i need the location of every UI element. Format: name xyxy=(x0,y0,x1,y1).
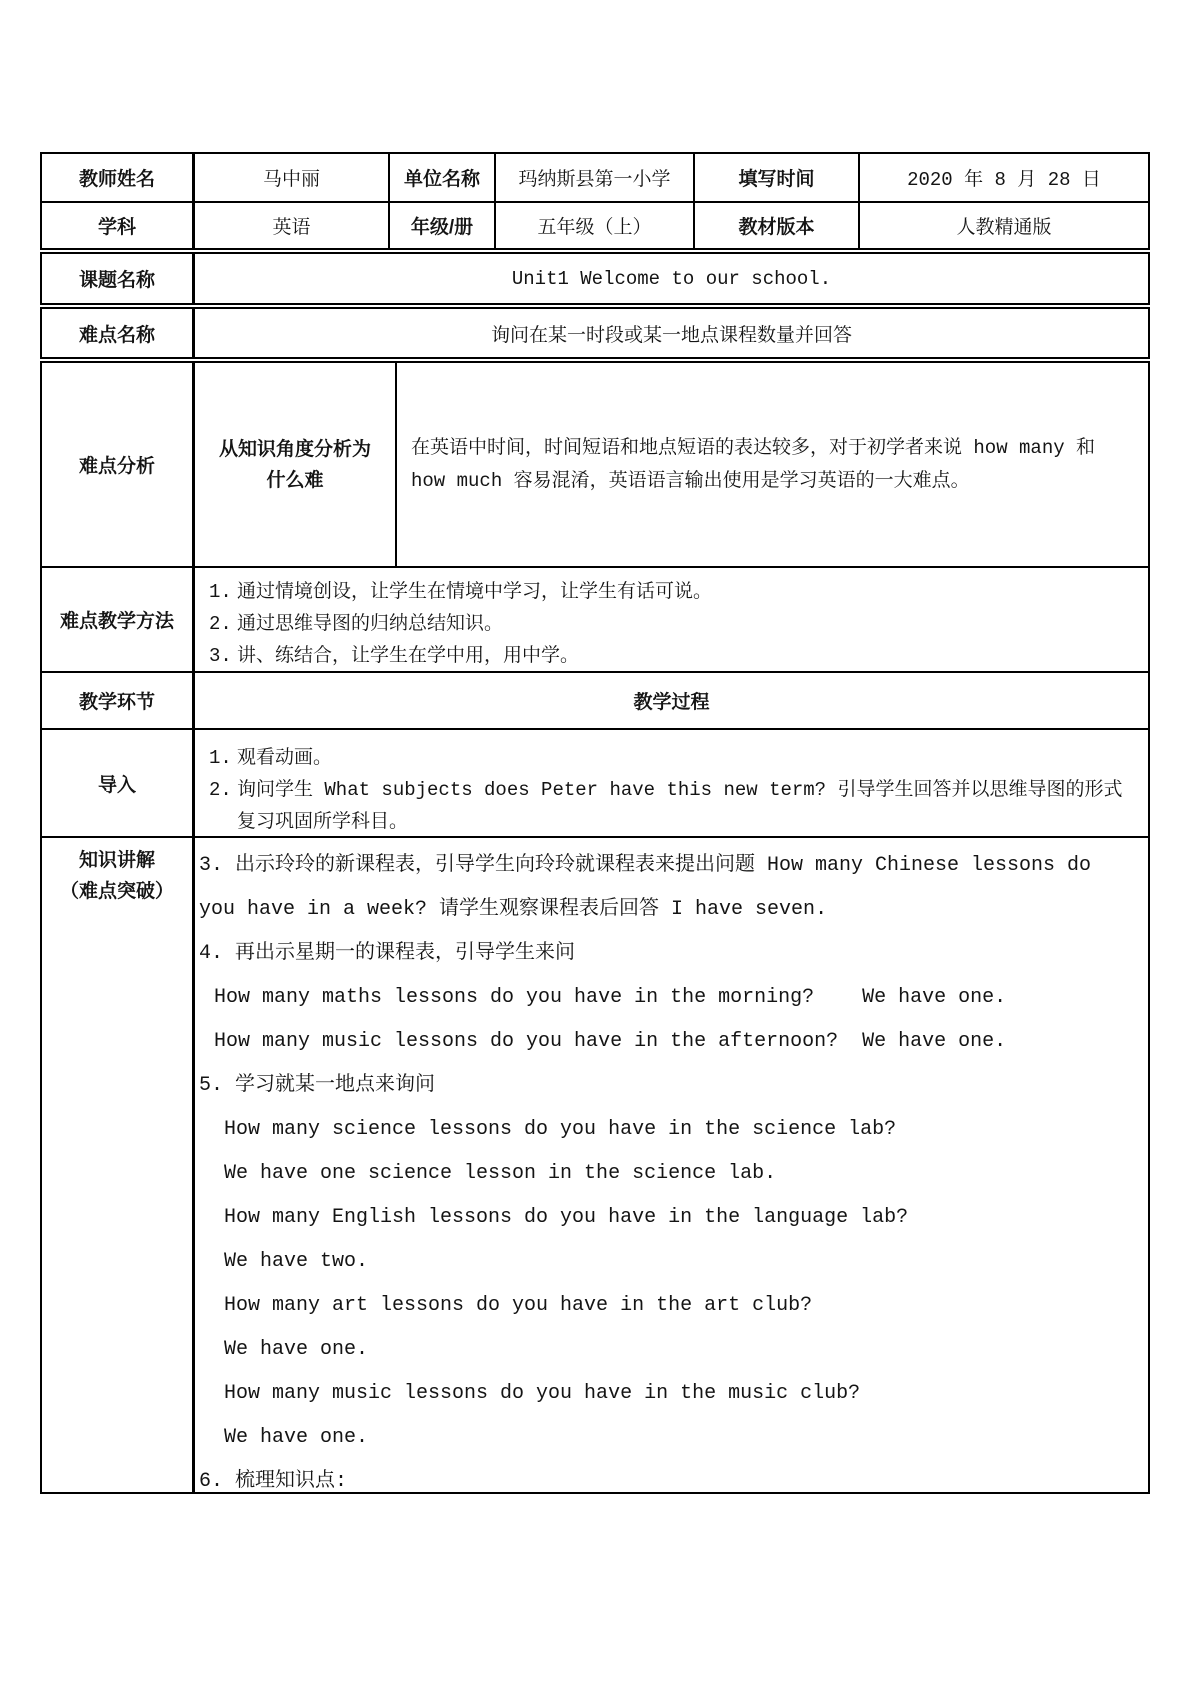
method-item-text: 通过情境创设，让学生在情境中学习，让学生有话可说。 xyxy=(237,581,713,603)
school-name-value: 玛纳斯县第一小学 xyxy=(494,154,693,201)
grade-volume-value: 五年级（上） xyxy=(494,201,693,248)
topic-label: 课题名称 xyxy=(78,270,155,291)
subject-label: 学科 xyxy=(42,201,192,248)
textbook-edition-label: 教材版本 xyxy=(693,201,858,248)
method-item xyxy=(201,608,1138,640)
teaching-step-line: How many music lessons do you have in the afternoon? We have one. xyxy=(214,1030,1007,1053)
school-name-label: 单位名称 xyxy=(388,154,494,201)
stage-label: 教学环节 xyxy=(42,671,192,728)
method-item-number: 3. xyxy=(209,645,232,667)
teaching-step-line: We have one science lesson in the science lab. xyxy=(224,1162,777,1185)
teaching-step-line: 5. 学习就某一地点来询问 xyxy=(199,1074,436,1097)
analysis-aspect: 从知识角度分析为什么难 xyxy=(192,363,395,566)
methods-label: 难点教学方法 xyxy=(42,566,192,671)
method-item-number: 1. xyxy=(209,581,232,603)
teaching-step-line: How many art lessons do you have in the art club? xyxy=(224,1294,813,1317)
process-header: 教学过程 xyxy=(192,671,1148,728)
teaching-step-line: How many music lessons do you have in the music club? xyxy=(224,1382,861,1405)
method-item-text: 讲、练结合，让学生在学中用，用中学。 xyxy=(237,645,580,667)
intro-list xyxy=(192,728,1148,836)
intro-item-text: 观看动画。 xyxy=(237,747,333,769)
methods-list xyxy=(192,566,1148,671)
info-table xyxy=(40,152,1150,250)
teaching-step-line: 3. 出示玲玲的新课程表，引导学生向玲玲就课程表来提出问题 How many Chinese lessons do xyxy=(199,854,1092,877)
method-item xyxy=(201,576,1138,608)
analysis-label: 难点分析 xyxy=(78,456,155,477)
method-item xyxy=(201,640,1138,671)
teaching-step-line: you have in a week? 请学生观察课程表后回答 I have seven. xyxy=(199,898,828,921)
teacher-name-label: 教师姓名 xyxy=(78,169,155,190)
knowledge-content xyxy=(192,836,1148,1492)
intro-item xyxy=(201,774,1138,836)
method-item-text: 通过思维导图的归纳总结知识。 xyxy=(237,613,504,635)
analysis-text: 在英语中时间，时间短语和地点短语的表达较多，对于初学者来说 how many 和 how much 容易混淆，英语语言输出使用是学习英语的一大难点。 xyxy=(395,363,1148,566)
difficulty-value: 询问在某一时段或某一地点课程数量并回答 xyxy=(192,309,1148,357)
knowledge-label xyxy=(42,836,192,1492)
teaching-step-line: 6. 梳理知识点: xyxy=(199,1470,348,1492)
teaching-step-line: We have two. xyxy=(224,1250,369,1273)
topic-value: Unit1 Welcome to our school. xyxy=(192,254,1148,303)
main-table xyxy=(40,361,1150,1494)
teaching-step-line: 4. 再出示星期一的课程表，引导学生来问 xyxy=(199,942,576,965)
intro-label: 导入 xyxy=(42,728,192,836)
teaching-step-line: We have one. xyxy=(224,1338,369,1361)
teaching-step-line: How many maths lessons do you have in the morning? We have one. xyxy=(214,986,1007,1009)
textbook-edition-value: 人教精通版 xyxy=(858,201,1148,248)
grade-volume-label: 年级/册 xyxy=(388,201,494,248)
topic-row xyxy=(40,252,1150,305)
difficulty-label: 难点名称 xyxy=(78,324,155,346)
teaching-step-line: We have one. xyxy=(224,1426,369,1449)
difficulty-row xyxy=(40,307,1150,359)
intro-item xyxy=(201,742,1138,774)
intro-item-number: 2. xyxy=(209,779,232,801)
intro-item-text: 询问学生 What subjects does Peter have this new term? 引导学生回答并以思维导图的形式复习巩固所学科目。 xyxy=(237,779,1123,833)
fill-date-value: 2020 年 8 月 28 日 xyxy=(858,154,1148,201)
teacher-name-value: 马中丽 xyxy=(192,154,388,201)
intro-item-number: 1. xyxy=(209,747,232,769)
teaching-step-line: How many English lessons do you have in the language lab? xyxy=(224,1206,909,1229)
knowledge-label-line2: （难点突破） xyxy=(59,881,174,902)
teaching-step-line: How many science lessons do you have in the science lab? xyxy=(224,1118,897,1141)
method-item-number: 2. xyxy=(209,613,232,635)
knowledge-label-line1: 知识讲解 xyxy=(78,850,155,871)
fill-date-label: 填写时间 xyxy=(693,154,858,201)
subject-value: 英语 xyxy=(192,201,388,248)
